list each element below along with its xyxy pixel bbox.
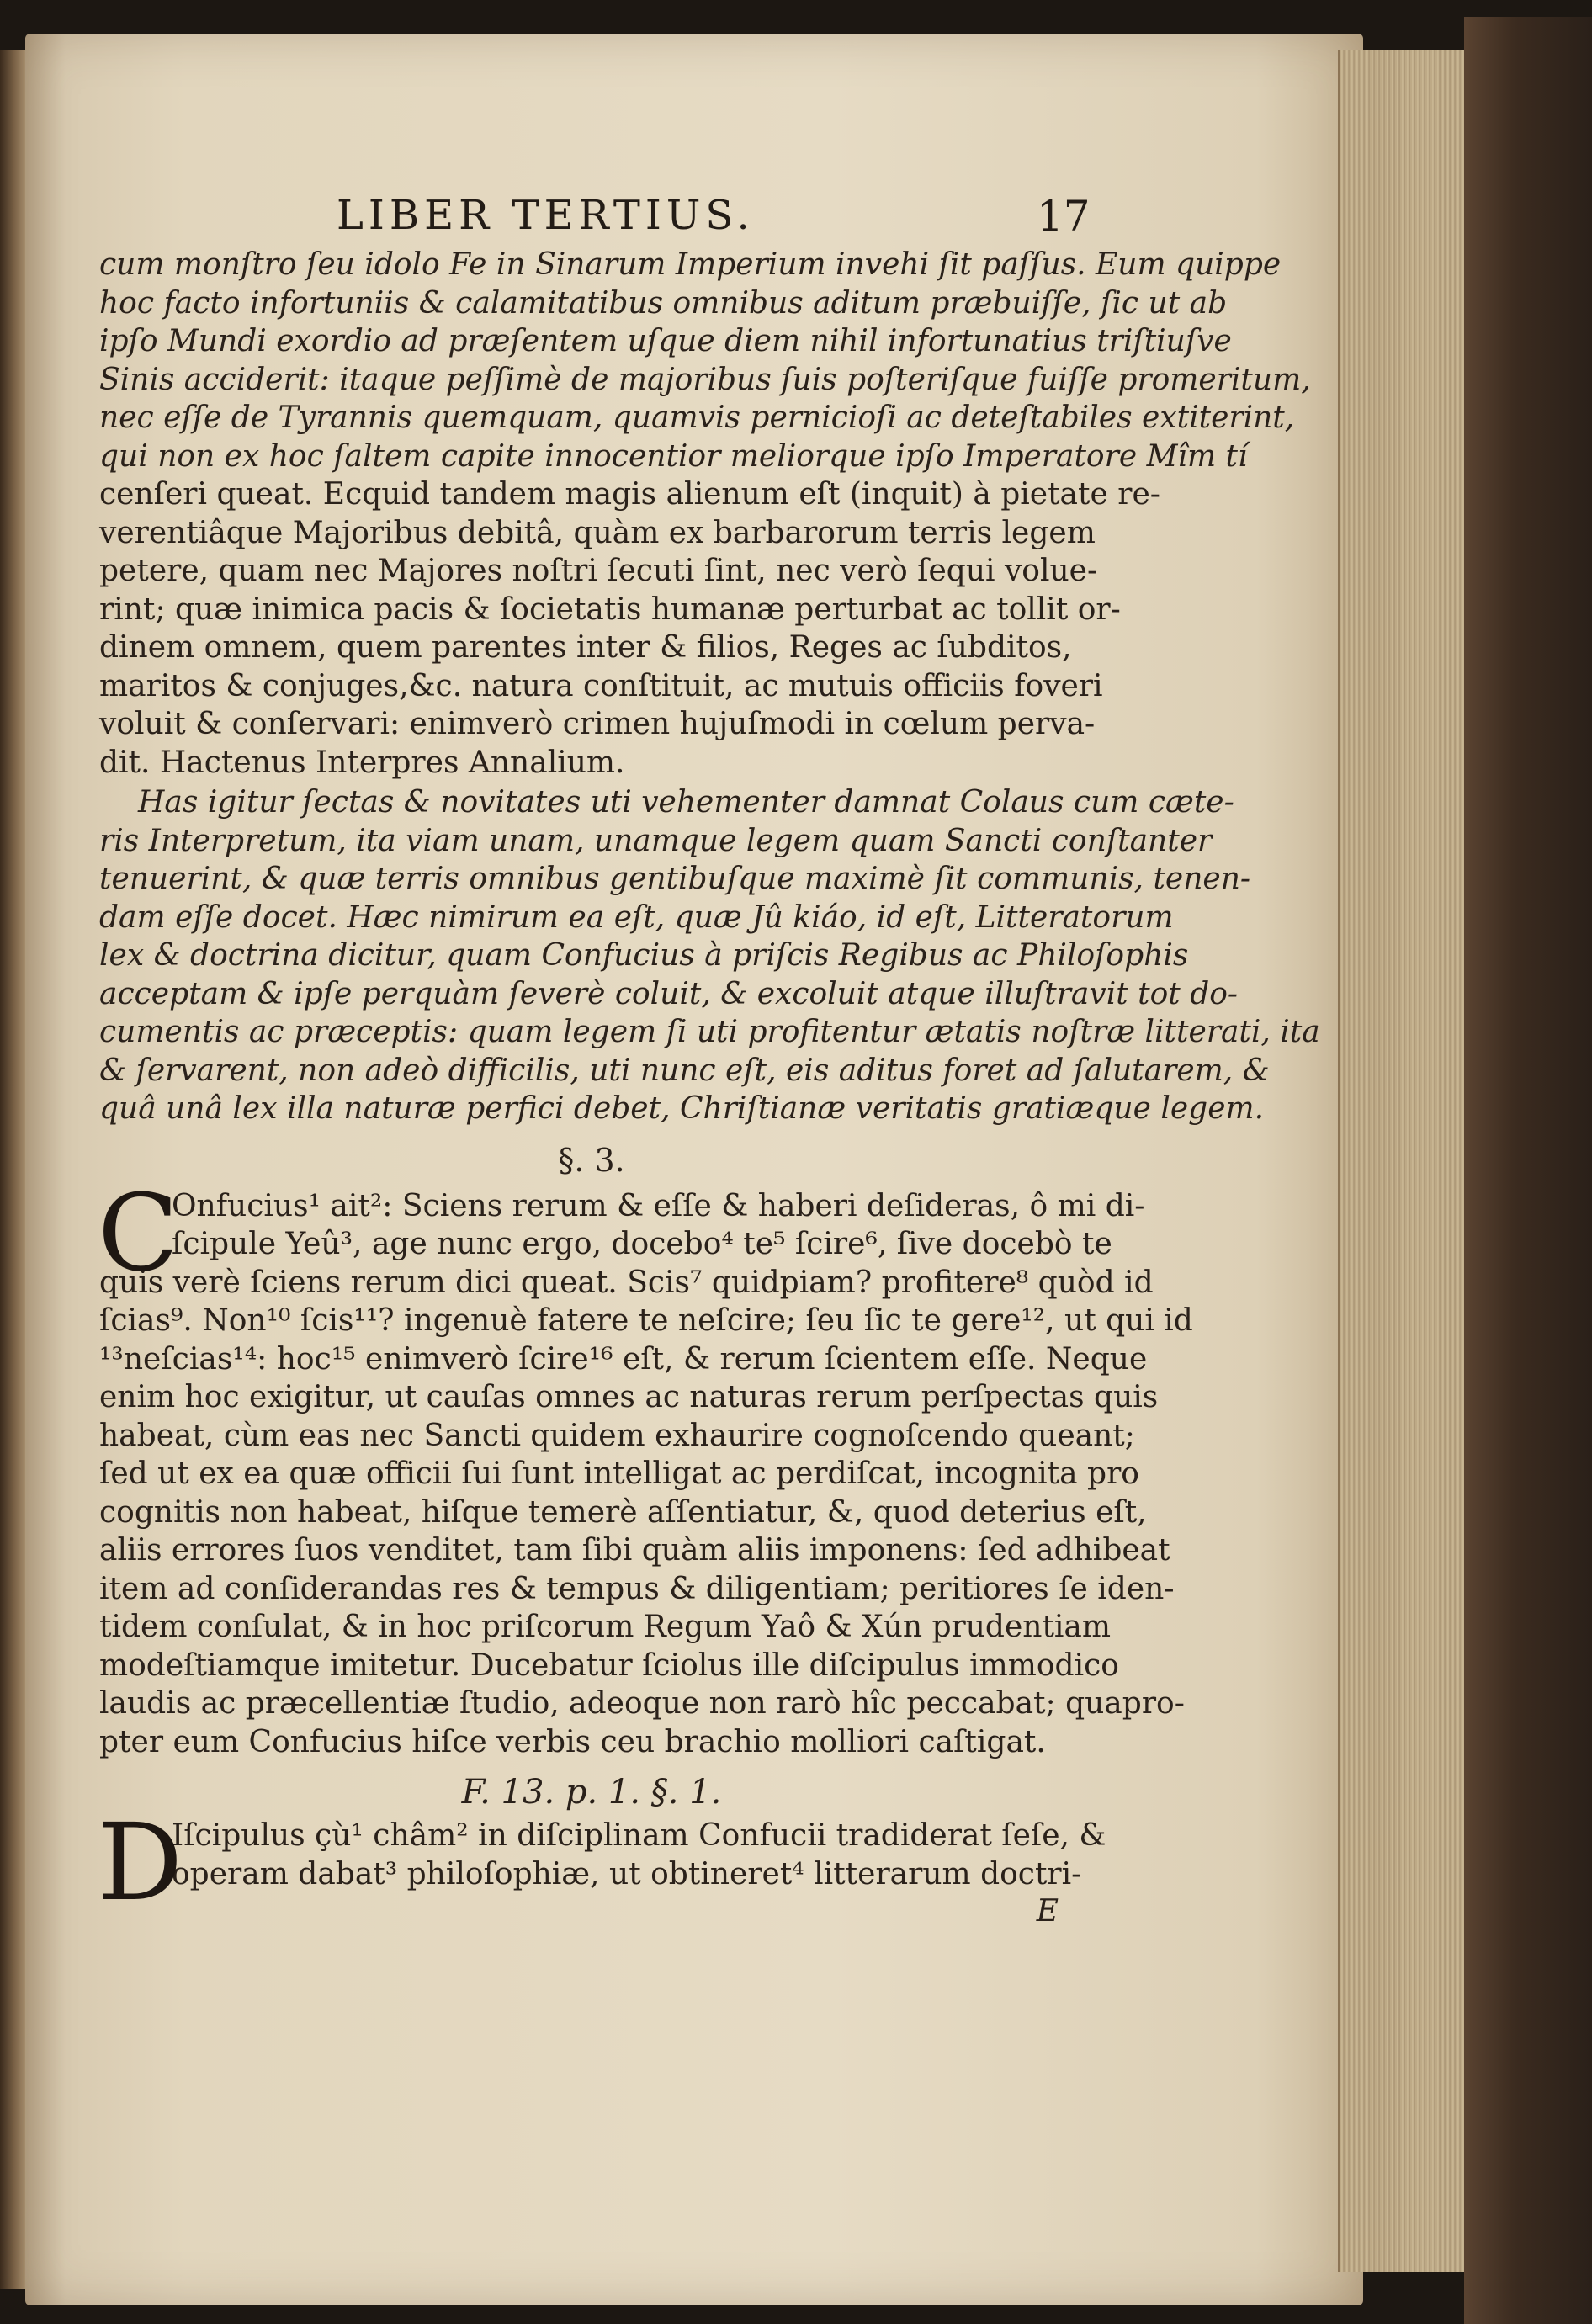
paragraph-confucius xyxy=(98,1170,1193,1762)
paragraph-discipulus xyxy=(98,1801,1106,1924)
text-line: quâ unâ lex illa naturæ perfici debet, Chriſtianæ veritatis gratiæque legem. xyxy=(99,1091,1265,1126)
drop-cap-initial: C xyxy=(98,1170,179,1295)
text-line: voluit & conſervari: enimverò crimen hujuſmodi in cœlum perva- xyxy=(99,707,1096,741)
text-line: qui non ex hoc ſaltem capite innocentior meliorque ipſo Imperatore Mîm tí xyxy=(99,438,1248,474)
text-line: tidem conſulat, & in hoc priſcorum Regum Yaô & Xún prudentiam xyxy=(99,1610,1112,1644)
text-line: quis verè ſciens rerum dici queat. Scis⁷ quidpiam? profitere⁸ quòd id xyxy=(99,1265,1154,1300)
text-line: aliis errores ſuos venditet, tam ſibi quàm aliis imponens: ſed adhibeat xyxy=(99,1533,1170,1568)
book-spine-edge xyxy=(1464,17,1592,2324)
section-heading: §. 3. xyxy=(558,1141,625,1179)
text-line: & ſervarent, non adeò difficilis, uti nunc eſt, eis aditus foret ad ſalutarem, & xyxy=(99,1053,1270,1088)
text-line: laudis ac præcellentiæ ſtudio, adeoque non rarò hîc peccabat; quapro- xyxy=(99,1686,1185,1721)
text-line: item ad conſiderandas res & tempus & diligentiam; peritiores ſe iden- xyxy=(99,1571,1175,1606)
text-line: cenſeri queat. Ecquid tandem magis alienum eſt (inquit) à pietate re- xyxy=(99,477,1160,512)
binding-left-edge xyxy=(0,50,25,2289)
text-line: cognitis non habeat, hiſque temerè aſſentiatur, &, quod deterius eſt, xyxy=(99,1494,1147,1530)
text-line: ¹³neſcias¹⁴: hoc¹⁵ enimverò ſcire¹⁶ eſt, & rerum ſcientem eſſe. Neque xyxy=(99,1341,1148,1377)
text-line: ris Interpretum, ita viam unam, unamque legem quam Sancti conſtanter xyxy=(99,823,1213,858)
text-line: verentiâque Majoribus debitâ, quàm ex barbarorum terris legem xyxy=(99,515,1096,550)
text-line: ipſo Mundi exordio ad præſentem uſque diem nihil infortunatius triſtiuſve xyxy=(99,324,1232,358)
text-line: lex & doctrina dicitur, quam Confucius à priſcis Regibus ac Philoſophis xyxy=(99,938,1189,973)
text-line: dit. Hactenus Interpres Annalium. xyxy=(99,745,625,780)
text-line: operam dabat³ philoſophiæ, ut obtineret⁴ litterarum doctri- xyxy=(172,1856,1082,1892)
text-line: habeat, cùm eas nec Sancti quidem exhaurire cognoſcendo queant; xyxy=(99,1418,1135,1453)
text-line: enim hoc exigitur, ut cauſas omnes ac naturas rerum perſpectas quis xyxy=(99,1380,1159,1414)
text-line: cumentis ac præceptis: quam legem ſi uti profitentur ætatis noſtræ litterati, ita xyxy=(99,1015,1320,1049)
text-line: acceptam & ipſe perquàm ſeverè coluit, & excoluit atque illuſtravit tot do- xyxy=(99,976,1239,1011)
text-line: ſcias⁹. Non¹⁰ ſcis¹¹? ingenuè fatere te neſcire; ſeu ſic te gere¹², ut qui id xyxy=(99,1303,1193,1338)
text-block xyxy=(98,246,1320,1930)
text-line: nec eſſe de Tyrannis quemquam, quamvis pernicioſi ac deteſtabiles extiterint, xyxy=(99,401,1295,435)
text-line: ſcipule Yeû³, age nunc ergo, docebo⁴ te⁵ ſcire⁶, ſive docebò te xyxy=(172,1227,1112,1261)
page-fore-edge xyxy=(1338,50,1467,2272)
paragraph-annals xyxy=(99,246,1311,782)
paragraph-colaus xyxy=(99,783,1320,1128)
catchword: E xyxy=(1036,1894,1059,1929)
text-line: tenuerint, & quæ terris omnibus gentibuſque maximè ſit communis, tenen- xyxy=(99,862,1251,896)
text-line: rint; quæ inimica pacis & ſocietatis humanæ perturbat ac tollit or- xyxy=(99,592,1121,627)
text-line: dinem omnem, quem parentes inter & filios, Reges ac ſubditos, xyxy=(99,630,1072,665)
text-line: Has igitur ſectas & novitates uti vehementer damnat Colaus cum cæte- xyxy=(138,785,1234,820)
running-head: LIBER TERTIUS. xyxy=(337,192,755,239)
text-line: dam eſſe docet. Hæc nimirum ea eſt, quæ Jû kiáo, id eſt, Litteratorum xyxy=(99,899,1174,935)
text-line: maritos & conjuges,&c. natura conſtituit, ac mutuis officiis foveri xyxy=(99,668,1103,703)
page-number: 17 xyxy=(1037,192,1091,241)
text-line: petere, quam nec Majores noſtri ſecuti ſint, nec verò ſequi volue- xyxy=(99,554,1098,588)
text-line: Iſcipulus çù¹ châm² in diſciplinam Confucii tradiderat ſeſe, & xyxy=(172,1818,1106,1853)
folio-reference: F. 13. p. 1. §. 1. xyxy=(461,1773,722,1812)
text-line: pter eum Confucius hiſce verbis ceu brachio molliori caſtigat. xyxy=(99,1724,1046,1759)
text-line: modeſtiamque imitetur. Ducebatur ſciolus ille diſcipulus immodico xyxy=(99,1647,1119,1683)
text-line: hoc facto infortuniis & calamitatibus omnibus aditum præbuiſſe, ſic ut ab xyxy=(99,285,1228,321)
text-line: cum monſtro ſeu idolo Fe in Sinarum Imperium invehi ſit paſſus. Eum quippe xyxy=(99,247,1282,282)
drop-cap-initial: D xyxy=(98,1801,183,1924)
text-line: Onfucius¹ ait²: Sciens rerum & eſſe & haberi deſideras, ô mi di- xyxy=(172,1188,1145,1223)
text-line: ſed ut ex ea quæ officii ſui ſunt intelligat ac perdiſcat, incognita pro xyxy=(99,1456,1139,1491)
text-line: Sinis acciderit: itaque peſſimè de majoribus ſuis poſteriſque fuiſſe promeritum, xyxy=(99,362,1311,397)
